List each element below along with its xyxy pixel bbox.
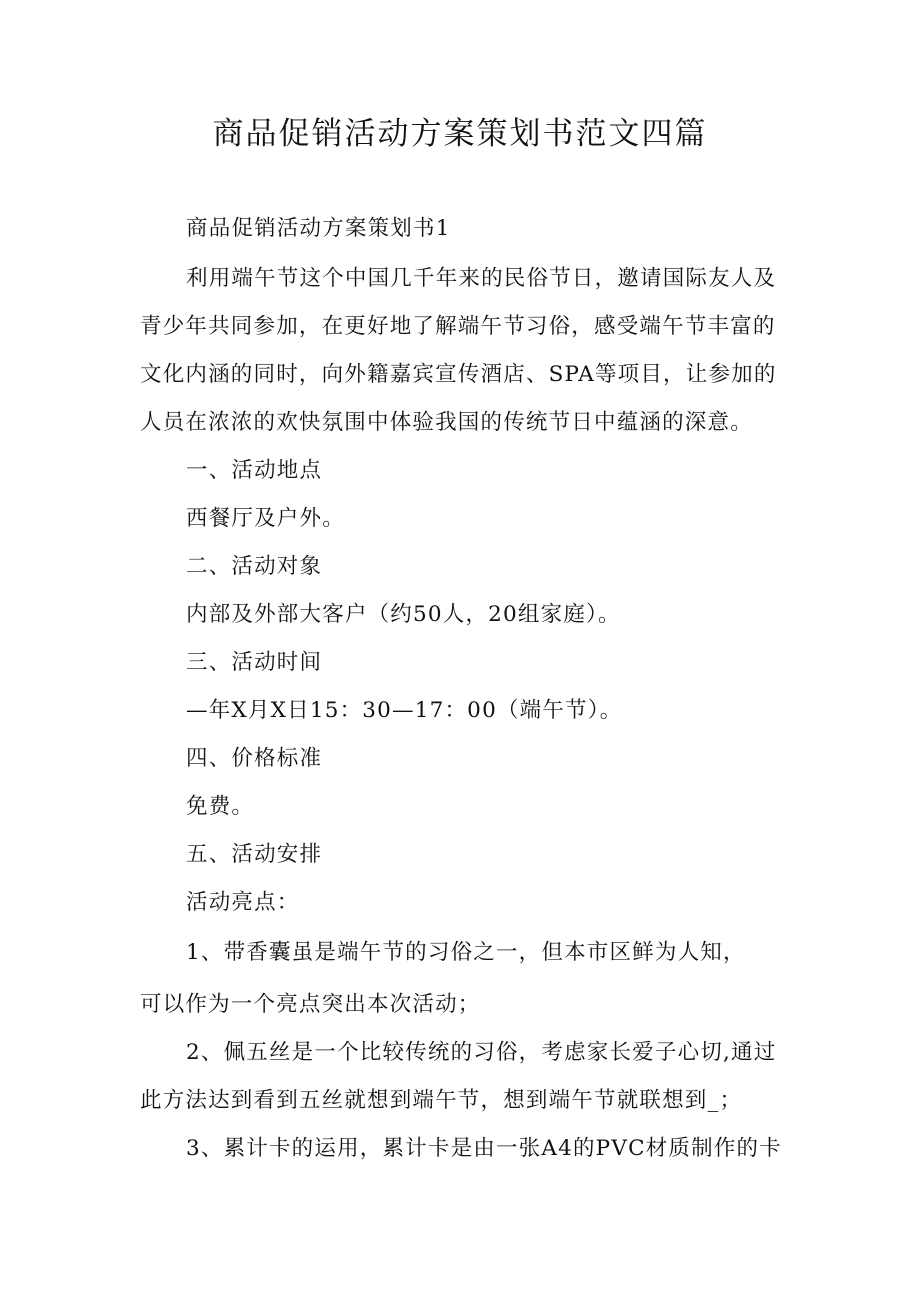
section-heading: 五、活动安排 <box>186 842 323 867</box>
paragraph-line: 可以作为一个亮点突出本次活动； <box>140 992 481 1017</box>
paragraph-line: 活动亮点： <box>186 890 300 915</box>
paragraph-line: 人员在浓浓的欢快氛围中体验我国的传统节日中蕴涵的深意。 <box>140 410 753 435</box>
paragraph-line: 此方法达到看到五丝就想到端午节，想到端午节就联想到_； <box>140 1088 743 1113</box>
section-heading: 四、价格标准 <box>186 746 323 771</box>
paragraph-line: 免费。 <box>186 794 255 819</box>
section-heading: 一、活动地点 <box>186 458 323 483</box>
document-title: 商品促销活动方案策划书范文四篇 <box>212 116 708 152</box>
paragraph-line: 西餐厅及户外。 <box>186 506 345 531</box>
paragraph-line: 利用端午节这个中国几千年来的民俗节日，邀请国际友人及 <box>186 266 777 291</box>
paragraph-line: 2、佩五丝是一个比较传统的习俗，考虑家长爱子心切,通过 <box>186 1040 777 1065</box>
paragraph-line: 1、带香囊虽是端午节的习俗之一，但本市区鲜为人知， <box>186 940 746 965</box>
paragraph-line: —年X月X日15：30—17：00（端午节）。 <box>186 698 623 723</box>
paragraph-line: 文化内涵的同时，向外籍嘉宾宣传酒店、SPA等项目，让参加的 <box>140 362 777 387</box>
paragraph-line: 内部及外部大客户（约50人，20组家庭）。 <box>186 602 621 627</box>
section-heading: 二、活动对象 <box>186 554 323 579</box>
paragraph-line: 3、累计卡的运用，累计卡是由一张A4的PVC材质制作的卡 <box>186 1136 782 1161</box>
paragraph-line: 青少年共同参加，在更好地了解端午节习俗，感受端午节丰富的 <box>140 314 776 339</box>
section-heading: 三、活动时间 <box>186 650 323 675</box>
section-heading: 商品促销活动方案策划书1 <box>186 216 451 241</box>
